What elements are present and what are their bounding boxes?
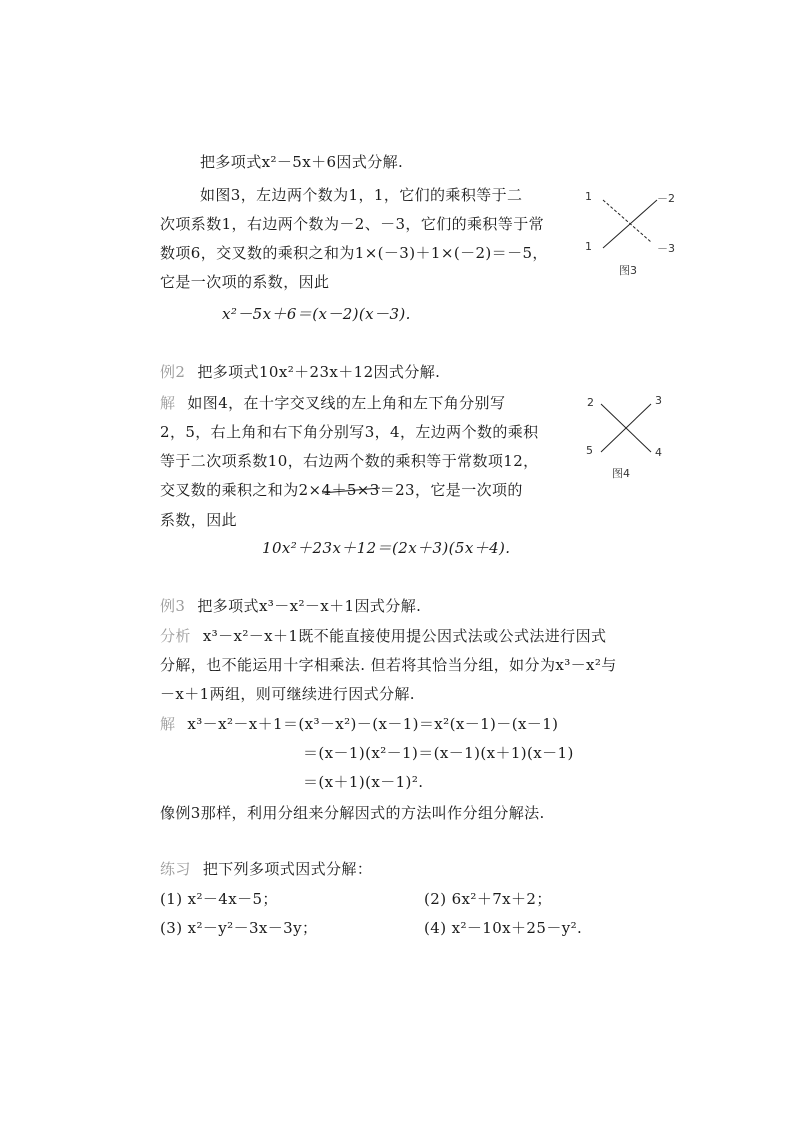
practice-item: (3) x²－y²－3x－3y； bbox=[160, 919, 318, 937]
example-2-solution-line: 2，5，右上角和右下角分别写3，4，左边两个数的乘积 bbox=[160, 423, 539, 441]
fig3-bottom-right: －3 bbox=[657, 242, 675, 255]
solution-step: x³－x²－x＋1＝(x³－x²)－(x－1)＝x²(x－1)－(x－1) bbox=[187, 715, 559, 733]
analysis-text: x³－x²－x＋1既不能直接使用提公因式法或公式法进行因式 bbox=[202, 627, 607, 645]
analysis-line: －x＋1两组，则可继续进行因式分解. bbox=[160, 685, 415, 703]
example-3-statement: 把多项式x³－x²－x＋1因式分解. bbox=[197, 597, 422, 615]
example-3-title bbox=[160, 596, 421, 616]
practice-title bbox=[160, 859, 372, 879]
practice-item: (2) 6x²＋7x＋2； bbox=[424, 890, 552, 908]
problem-line: 次项系数1，右边两个数为－2、－3，它们的乘积等于常 bbox=[160, 215, 545, 233]
problem-line: 它是一次项的系数，因此 bbox=[160, 273, 330, 291]
example-3-label: 例3 bbox=[160, 597, 186, 615]
example-2-solution-line: 系数，因此 bbox=[160, 511, 238, 529]
fig4-caption: 图4 bbox=[612, 467, 630, 480]
solution-text: ＝23，它是一次项的 bbox=[379, 481, 523, 499]
practice-statement: 把下列多项式因式分解： bbox=[202, 860, 373, 878]
solution-line: ＝(x＋1)(x－1)². bbox=[303, 773, 424, 791]
fig4-bottom-left: 5 bbox=[586, 444, 593, 457]
example-2-solution-line: 等于二次项系数10，右边两个数的乘积等于常数项12， bbox=[160, 452, 539, 470]
problem-line: 如图3，左边两个数为1，1，它们的乘积等于二 bbox=[200, 186, 523, 204]
analysis-line bbox=[160, 626, 606, 646]
analysis-line: 分解，也不能运用十字相乘法. 但若将其恰当分组，如分为x³－x²与 bbox=[160, 656, 617, 674]
example-2-statement: 把多项式10x²＋23x＋12因式分解. bbox=[197, 363, 441, 381]
practice-label: 练习 bbox=[160, 860, 191, 878]
solution-label: 解 bbox=[160, 394, 176, 412]
fig3-bottom-left: 1 bbox=[585, 240, 592, 253]
struck-text: 4＋5×3 bbox=[321, 481, 380, 499]
cross-lines-figure-4 bbox=[593, 398, 693, 458]
example-2-label: 例2 bbox=[160, 363, 186, 381]
fig4-top-left: 2 bbox=[587, 396, 594, 409]
example-2-solution-line bbox=[160, 393, 505, 413]
solution-line: ＝(x－1)(x²－1)＝(x－1)(x＋1)(x－1) bbox=[303, 744, 574, 762]
cross-lines-figure-3 bbox=[593, 192, 693, 252]
example-2-title bbox=[160, 362, 440, 382]
problem-line: 数项6，交叉数的乘积之和为1×(－3)＋1×(－2)＝－5， bbox=[160, 244, 548, 262]
solution-text: 如图4，在十字交叉线的左上角和左下角分别写 bbox=[187, 394, 506, 412]
example-2-solution-line bbox=[160, 480, 523, 500]
fig3-caption: 图3 bbox=[619, 264, 637, 277]
example-2-equation: 10x²＋23x＋12＝(2x＋3)(5x＋4). bbox=[262, 539, 511, 557]
solution-text: 交叉数的乘积之和为2× bbox=[160, 481, 322, 499]
fig3-top-left: 1 bbox=[585, 190, 592, 203]
problem-title: 把多项式x²－5x＋6因式分解. bbox=[200, 153, 404, 171]
solution-label: 解 bbox=[160, 715, 176, 733]
problem-equation: x²－5x＋6＝(x－2)(x－3). bbox=[222, 305, 411, 323]
analysis-label: 分析 bbox=[160, 627, 191, 645]
solution-line bbox=[160, 714, 558, 734]
fig4-bottom-right: 4 bbox=[655, 446, 662, 459]
fig3-top-right: －2 bbox=[657, 192, 675, 205]
method-summary: 像例3那样，利用分组来分解因式的方法叫作分组分解法. bbox=[160, 804, 545, 822]
practice-item: (1) x²－4x－5； bbox=[160, 890, 278, 908]
fig4-top-right: 3 bbox=[655, 394, 662, 407]
practice-item: (4) x²－10x＋25－y². bbox=[424, 919, 583, 937]
